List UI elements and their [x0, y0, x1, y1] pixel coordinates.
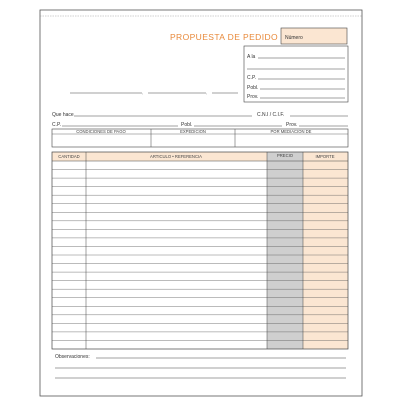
address-pobl-label: Pobl. — [247, 85, 259, 91]
client-prov-label: Prov. — [286, 122, 298, 128]
table-rows — [52, 170, 348, 341]
address-a-label: A la — [247, 54, 256, 60]
cnif-label: C.N.I / C.I.F. — [257, 112, 285, 118]
signature-mark-2: , — [206, 90, 208, 95]
precio-column-fill — [267, 152, 303, 349]
importe-column-fill — [303, 152, 348, 349]
address-prov-label: Prov. — [247, 94, 259, 100]
numero-label: Número — [285, 35, 303, 41]
conditions-col-pago: CONDICIONES DE PAGO — [76, 129, 126, 134]
conditions-col-expedicion: EXPEDICION — [180, 129, 206, 134]
col-articulo-label: ARTICULO • REFERENCIA — [150, 154, 202, 159]
que-hace-label: Que hace — [52, 112, 74, 118]
observaciones-label: Observaciones: — [55, 354, 90, 360]
col-precio-label: PRECIO — [276, 153, 294, 158]
signature-mark-1: , — [142, 90, 144, 95]
conditions-col-mediacion: POR MEDIACION DE — [270, 129, 312, 134]
client-pobl-label: Pobl. — [181, 122, 193, 128]
address-box — [244, 46, 348, 102]
col-importe-label: IMPORTE — [315, 154, 335, 159]
client-cp-label: C.P. — [52, 122, 62, 128]
form-title: PROPUESTA DE PEDIDO — [169, 32, 279, 42]
col-cantidad-label: CANTIDAD — [58, 154, 80, 159]
address-cp-label: C.P. — [247, 75, 257, 81]
